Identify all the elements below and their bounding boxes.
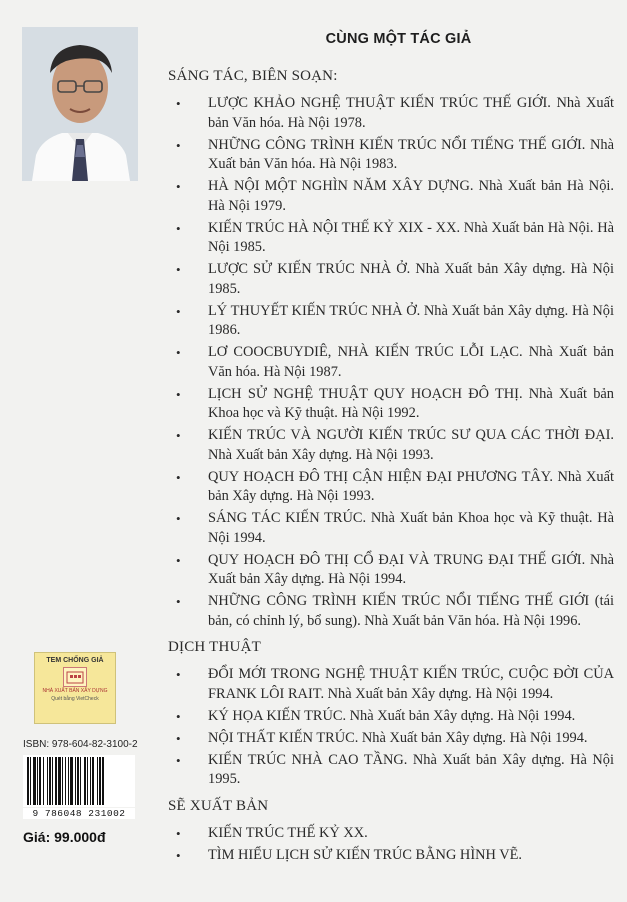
bullet-icon: • xyxy=(176,552,181,568)
bibliography xyxy=(168,68,614,873)
sticker-title: TEM CHỐNG GIẢ xyxy=(46,657,104,664)
list-item: • LÝ THUYẾT KIẾN TRÚC NHÀ Ở. Nhà Xuất bản Xây dựng. Hà Nội 1986. xyxy=(176,302,614,338)
bullet-icon: • xyxy=(176,511,181,526)
bullet-icon: • xyxy=(176,137,181,153)
list-item: • ĐỔI MỚI TRONG NGHỆ THUẬT KIẾN TRÚC, CUỘC ĐỜI CỦA FRANK LÔI RAIT. Nhà Xuất bản Xây dựng. Hà Nội 1994. xyxy=(176,666,614,702)
list-item: • TÌM HIỂU LỊCH SỬ KIẾN TRÚC BẰNG HÌNH VẼ. xyxy=(168,846,614,866)
list-item: • NHỮNG CÔNG TRÌNH KIẾN TRÚC NỔI TIẾNG THẾ GIỚI (tái bản, có chỉnh lý, bổ sung). Nhà Xuất bản Văn hóa. Hà Nội 1996. xyxy=(176,593,614,629)
bullet-icon: • xyxy=(176,386,181,402)
section-title-original-works: SÁNG TÁC, BIÊN SOẠN: xyxy=(168,68,338,84)
list-item: • LƯỢC SỬ KIẾN TRÚC NHÀ Ở. Nhà Xuất bản Xây dựng. Hà Nội 1985. xyxy=(176,261,614,297)
list-item: • KÝ HỌA KIẾN TRÚC. Nhà Xuất bản Xây dựng. Hà Nội 1994. xyxy=(168,707,614,727)
publisher-logo-icon xyxy=(63,667,87,687)
list-item: • NỘI THẤT KIẾN TRÚC. Nhà Xuất bản Xây dựng. Hà Nội 1994. xyxy=(168,729,614,749)
bullet-icon: • xyxy=(176,220,181,236)
bullet-icon: • xyxy=(176,752,181,768)
bullet-icon: • xyxy=(176,179,181,194)
author-photo xyxy=(22,27,138,181)
barcode-number: 9 786048 231002 xyxy=(23,808,135,819)
bullet-icon: • xyxy=(176,708,181,724)
bullet-icon: • xyxy=(176,262,181,277)
bullet-icon: • xyxy=(176,825,181,841)
list-item: • LƯỢC KHẢO NGHỆ THUẬT KIẾN TRÚC THẾ GIỚI. Nhà Xuất bản Văn hóa. Hà Nội 1978. xyxy=(176,95,614,131)
barcode-bars-icon xyxy=(23,755,135,807)
list-item: • QUY HOẠCH ĐÔ THỊ CẬN HIỆN ĐẠI PHƯƠNG TÂY. Nhà Xuất bản Xây dựng. Hà Nội 1993. xyxy=(176,468,614,504)
bullet-icon: • xyxy=(176,303,181,319)
bullet-icon: • xyxy=(176,345,181,360)
sticker-scan-note: Quét bằng VietCheck xyxy=(51,696,99,702)
section-title-upcoming: SẼ XUẤT BẢN xyxy=(168,797,269,814)
bullet-icon: • xyxy=(176,96,181,111)
list-item: • LƠ COOCBUYDIÊ, NHÀ KIẾN TRÚC LỖI LẠC. Nhà Xuất bản Văn hóa. Hà Nội 1987. xyxy=(176,344,614,380)
list-item: • SÁNG TÁC KIẾN TRÚC. Nhà Xuất bản Khoa học và Kỹ thuật. Hà Nội 1994. xyxy=(176,510,614,546)
page-heading: CÙNG MỘT TÁC GIẢ xyxy=(325,31,472,47)
isbn-text: ISBN: 978-604-82-3100-2 xyxy=(23,739,138,750)
bullet-icon: • xyxy=(176,847,181,863)
list-item: • KIẾN TRÚC THẾ KỶ XX. xyxy=(168,824,614,844)
list-item: • KIẾN TRÚC HÀ NỘI THẾ KỶ XIX - XX. Nhà Xuất bản Hà Nội. Hà Nội 1985. xyxy=(176,219,614,255)
list-item: • KIẾN TRÚC VÀ NGƯỜI KIẾN TRÚC SƯ QUA CÁC THỜI ĐẠI. Nhà Xuất bản Xây dựng. Hà Nội 1993. xyxy=(176,427,614,463)
author-portrait-illustration xyxy=(22,27,138,181)
list-item: • HÀ NỘI MỘT NGHÌN NĂM XÂY DỰNG. Nhà Xuất bản Hà Nội. Hà Nội 1979. xyxy=(176,178,614,214)
bullet-icon: • xyxy=(176,730,181,746)
bullet-icon: • xyxy=(176,469,181,485)
sticker-publisher: NHÀ XUẤT BẢN XÂY DỰNG xyxy=(42,688,108,694)
section-title-translations: DỊCH THUẬT xyxy=(168,639,261,655)
bullet-icon: • xyxy=(176,428,181,443)
list-item: • QUY HOẠCH ĐÔ THỊ CỔ ĐẠI VÀ TRUNG ĐẠI THẾ GIỚI. Nhà Xuất bản Xây dựng. Hà Nội 1994. xyxy=(176,551,614,587)
list-original-works xyxy=(168,94,614,631)
list-item: • KIẾN TRÚC NHÀ CAO TẦNG. Nhà Xuất bản Xây dựng. Hà Nội 1995. xyxy=(176,751,614,787)
list-translations xyxy=(168,665,614,790)
list-item: • LỊCH SỬ NGHỆ THUẬT QUY HOẠCH ĐÔ THỊ. Nhà Xuất bản Khoa học và Kỹ thuật. Hà Nội 1992. xyxy=(176,385,614,421)
list-item: • NHỮNG CÔNG TRÌNH KIẾN TRÚC NỔI TIẾNG THẾ GIỚI. Nhà Xuất bản Văn hóa. Hà Nội 1983. xyxy=(176,136,614,172)
anti-counterfeit-sticker xyxy=(34,652,116,724)
bullet-icon: • xyxy=(176,594,181,609)
price: Giá: 99.000đ xyxy=(23,829,106,845)
barcode xyxy=(23,755,135,807)
list-upcoming xyxy=(168,824,614,866)
bullet-icon: • xyxy=(176,667,181,682)
